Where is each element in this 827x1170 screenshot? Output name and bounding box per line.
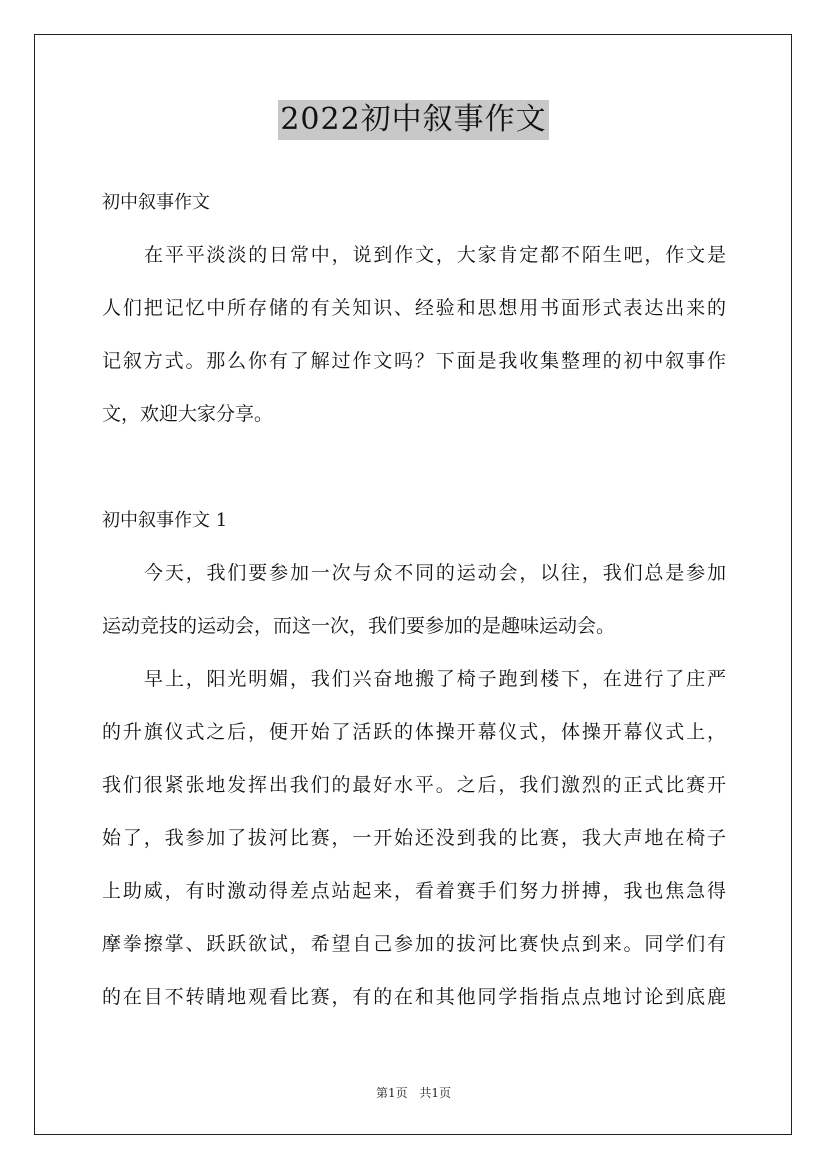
page-footer: [0, 1084, 827, 1101]
page-number: 第1页: [375, 1086, 408, 1100]
paragraph-line: 今天，我们要参加一次与众不同的运动会，以往，我们总是参加: [144, 562, 726, 584]
page-total: 共1页: [419, 1086, 452, 1100]
blank-line: [102, 441, 726, 494]
paragraph-line: 我们很紧张地发挥出我们的最好水平。之后，我们激烈的正式比赛开: [102, 774, 726, 796]
title-container: [0, 100, 827, 140]
paragraph-line: 始了，我参加了拔河比赛，一开始还没到我的比赛，我大声地在椅子: [102, 827, 726, 849]
section-heading: 初中叙事作文 1: [102, 510, 228, 531]
paragraph-line: 的升旗仪式之后，便开始了活跃的体操开幕仪式，体操开幕仪式上，: [102, 721, 726, 743]
intro-line: 人们把记忆中所存储的有关知识、经验和思想用书面形式表达出来的: [102, 297, 726, 319]
intro-line: 记叙方式。那么你有了解过作文吗？下面是我收集整理的初中叙事作: [102, 350, 726, 372]
intro-line: 文，欢迎大家分享。: [102, 403, 274, 425]
paragraph-line: 摩拳擦掌、跃跃欲试，希望自己参加的拔河比赛快点到来。同学们有: [102, 933, 726, 955]
paragraph-line: 上助威，有时激动得差点站起来，看着赛手们努力拼搏，我也焦急得: [102, 880, 726, 902]
intro-heading: 初中叙事作文: [102, 192, 210, 213]
document-body: [102, 176, 726, 1024]
paragraph-line: 运动竞技的运动会，而这一次，我们要参加的是趣味运动会。: [102, 615, 616, 637]
intro-line: 在平平淡淡的日常中，说到作文，大家肯定都不陌生吧，作文是: [144, 244, 726, 266]
document-title: 2022初中叙事作文: [278, 100, 548, 140]
paragraph-line: 早上，阳光明媚，我们兴奋地搬了椅子跑到楼下，在进行了庄严: [144, 668, 726, 690]
paragraph-line: 的在目不转睛地观看比赛，有的在和其他同学指指点点地讨论到底鹿: [102, 986, 726, 1008]
